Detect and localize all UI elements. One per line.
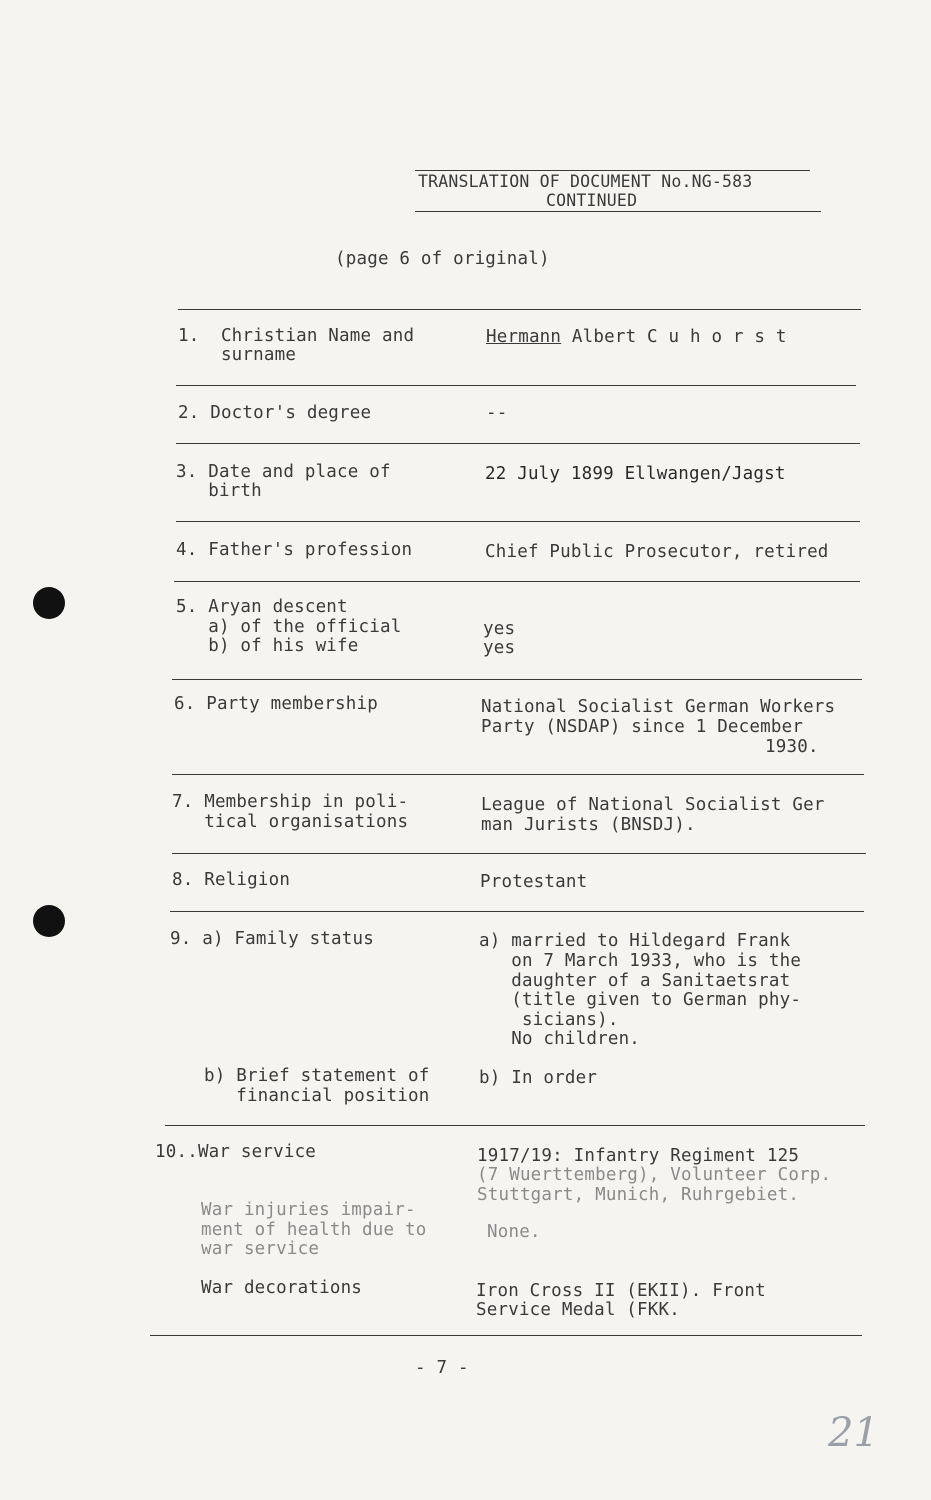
punch-hole-top (33, 587, 65, 619)
separator (176, 521, 860, 522)
item-9-value-b: b) In order (479, 1068, 598, 1088)
separator (176, 443, 860, 444)
item-5-value-a: yes (483, 619, 516, 639)
item-3-label: birth (176, 481, 262, 501)
item-3-label: 3. Date and place of (176, 462, 391, 482)
item-9-label-b: financial position (204, 1086, 430, 1106)
handwritten-number: 21 (828, 1410, 879, 1456)
item-7-value: League of National Socialist Ger (481, 796, 825, 815)
page-number: - 7 - (415, 1358, 469, 1378)
item-5-value-b: yes (483, 638, 516, 658)
item-10-injury-label: ment of health due to (201, 1220, 427, 1240)
item-9-label-b: b) Brief statement of (204, 1066, 430, 1086)
item-8-value: Protestant (480, 872, 588, 892)
item-10-value: 1917/19: Infantry Regiment 125 (477, 1146, 800, 1166)
document-subtitle: CONTINUED (546, 191, 638, 210)
item-9-value-a: sicians). (479, 1010, 619, 1030)
item-9-value-a: (title given to German phy- (479, 990, 802, 1010)
separator (172, 679, 862, 680)
item-7-label: tical organisations (172, 812, 409, 832)
item-8-label: 8. Religion (172, 870, 291, 890)
item-1-value (486, 328, 787, 348)
item-4-label: 4. Father's profession (176, 540, 413, 560)
item-1-first-name: Hermann (486, 327, 562, 347)
header-rule-top (415, 170, 810, 171)
item-1-label: surname (178, 345, 297, 365)
item-7-label: 7. Membership in poli- (172, 792, 409, 812)
item-10-value: (7 Wuerttemberg), Volunteer Corp. (477, 1166, 832, 1185)
item-9-value-a: No children. (479, 1029, 641, 1049)
item-1-label: 1. Christian Name and (178, 326, 415, 346)
separator (165, 1125, 865, 1126)
item-7-value: man Jurists (BNSDJ). (481, 815, 696, 835)
item-10-injury-label: war service (201, 1239, 320, 1259)
item-2-label: 2. Doctor's degree (178, 403, 372, 423)
item-5-label: a) of the official (176, 617, 402, 637)
item-3-value: 22 July 1899 Ellwangen/Jagst (485, 464, 786, 484)
item-10-decorations-label: War decorations (201, 1278, 363, 1298)
item-10-injury-label: War injuries impair- (201, 1200, 416, 1220)
item-5-label: b) of his wife (176, 636, 359, 656)
item-6-value: 1930. (765, 737, 819, 757)
item-6-value: National Socialist German Workers (481, 698, 836, 717)
item-6-value: Party (NSDAP) since 1 December (481, 717, 804, 737)
header-rule-bottom (415, 211, 821, 212)
separator (150, 1335, 862, 1336)
item-10-decorations-value: Service Medal (FKK. (476, 1300, 680, 1320)
separator (178, 309, 861, 310)
item-6-label: 6. Party membership (174, 694, 378, 714)
punch-hole-bottom (33, 905, 65, 937)
item-4-value: Chief Public Prosecutor, retired (485, 543, 829, 562)
item-10-injury-value: None. (487, 1222, 541, 1242)
page-reference: (page 6 of original) (335, 249, 550, 269)
item-9-value-a: daughter of a Sanitaetsrat (479, 971, 791, 991)
item-10-value: Stuttgart, Munich, Ruhrgebiet. (477, 1185, 800, 1205)
item-9-label: 9. a) Family status (170, 929, 374, 949)
document-title: TRANSLATION OF DOCUMENT No.NG-583 (418, 172, 753, 191)
item-10-label: 10..War service (155, 1142, 317, 1162)
separator (174, 581, 860, 582)
separator (170, 911, 864, 912)
item-1-name-rest: Albert C u h o r s t (561, 327, 787, 347)
separator (172, 853, 866, 854)
item-10-decorations-value: Iron Cross II (EKII). Front (476, 1281, 766, 1301)
item-9-value-a: a) married to Hildegard Frank (479, 931, 791, 951)
separator (176, 385, 856, 386)
separator (172, 774, 864, 775)
item-9-value-a: on 7 March 1933, who is the (479, 951, 802, 971)
item-2-value: -- (486, 403, 508, 423)
item-5-label: 5. Aryan descent (176, 597, 348, 617)
